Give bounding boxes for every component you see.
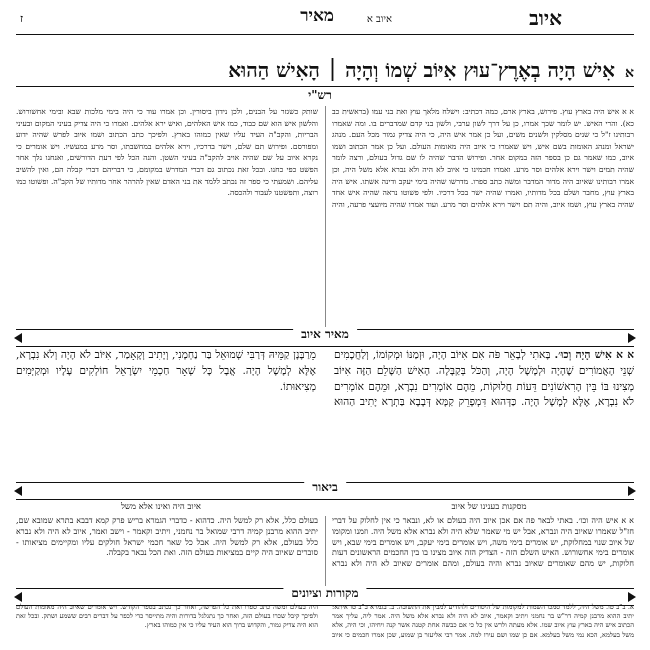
sources-section-label: מקורות וציונים [283,586,366,601]
running-header [16,6,634,34]
book-title: איוב [529,6,562,30]
biur-right-heading: מסקנות בענינו של איוב [451,502,527,512]
biur-section-band [16,482,634,500]
biur-section-label: ביאור [304,480,346,495]
commentary-title: מאיר [300,6,334,26]
header-divider [16,34,634,35]
page-number: ז [20,12,24,25]
rashi-commentary: א א איש היה בארץ עוץ. פירוש, בארץ ארם, כמה דכתיב: וישלח מלאך עוץ ואת בני עמו (בראשית כב כא). והרי האיש. יש לומר שכך אמרו, כן על דרך לשון ערבי, ולשון בני קדם שמדברים בו. ומה שאמרו רבותינו ז"ל כי שנים מסלקין ולשנים משים, ועל כן אמר איש היה, כי היה צדיק גמור מכל העם. מנהג ישראל ומנהג האומות בשם איש, ויש שאמרו כי איוב היה מאומות העולם. ועל כן אמר הכתוב ושמו איוב, כמו שאמר גם כן בספר הזה במקום אחר. ופירוש הדבר שהיה לו שם גדול בעולם, ורצה לומר שהיה תמים וישר וירא אלהים וסר מרע. ואמרו חכמינו כי איוב לא היה ולא נברא אלא משל היה, וכן אמרו רבותינו שאיוב היה מדור המדבר ומשה כתב ספרו. מדרשו שהיה בימי יעקב ודינה אשתו. איש היה בארץ עוץ, מחבר ושלם בכל מדותיו, ואמרו שהיה ישר בכל דרכיו. ולפי פשוטו נראה שהיה איש אחד שהיה בארץ עוץ, ושמו איוב, והיה תם וישר וירא אלהים וסר מרע. ועוד אמרו שהיה מיועצי פרעה, והיה שותק כשגזר על הבנים, ולכן נידון ביסורין. וכן אמרו עוד כי היה בימי מלכות שבא ובימי אחשורוש. והלשון איש הוא שם כבוד, כמו איש האלהים, ואיש ירא אלהים. ואמרו כי היה צדיק בעיני המקום ובעיני הבריות, והקב"ה העיד עליו שאין כמוהו בארץ. ולפיכך כתב הכתוב ושמו איוב לפרש שהיה ידוע ומפורסם. ופירוש תם שלם, וישר בדרכיו, וירא אלהים במחשבתו, וסר מרע במעשיו. ויש אומרים כי נקרא איוב על שם שהיה אויב להקב"ה בעיני השטן. והנה הכל לפי דעת הדורשים, ואנחנו נלך אחר הפשט כפי כחנו. ובכל זאת נכתוב גם דברי המדרש במקומם, כי דבריהם דברי קבלה הם, ואין להשיב עליהם. ושמעתי כי ספר זה נכתב ללמד את בני האדם שאין להרהר אחר מדותיו של הקב"ה. ופשוטו כמו רוצה, ותפשטנו לעבור ולהכסה. [16,107,634,209]
meir-section-label: מאיר איוב [293,327,357,342]
meir-section-band [16,329,634,347]
triangle-ornament-icon [14,486,22,496]
sources-notes: א. ב"ב טו. משל היה, ללמד סמכו השמות למקומות של היסורים ולהודיע למבין את התשובה. ב. בגמרא ב"ב טו איתא: יתיב ההוא מרבנן קמיה דר"ש בר נחמני ויתיב וקאמר, איוב לא היה ולא נברא אלא משל היה. אמר ליה, עליך אמר הכתוב איש היה בארץ עוץ איוב שמו. אלא מעתה ולרש אין כל כי אם כבשה אחת קטנה אשר קנה ויחיהו, וכי היה, אלא משל בעלמא, הכא נמי משל בעלמא. אם כן שמו ושם עירו למה. אמר רבי אליעזר בן שמוע, שכן אמרו חכמים כי איוב היה בעולם ומשה כתב ספרו ואת כל הפרשה, ואחר כך נכתב בספר הקודש. ויש אומרים שאיוב היה מאומות העולם ולפיכך קיבל שכרו בעולם הזה, ואחר כך נתגלגל בדורות והיה מתייסר כדי לכפר על דברים רבים ששמע ושתק. ובכל זאת הוא היה צדיק גמור, והקדוש ברוך הוא העיד עליו כי אין כמוהו בארץ. [16,603,634,639]
rashi-heading: רש"י [308,88,332,102]
triangle-ornament-icon [628,592,636,602]
verse-number: א [625,65,634,81]
triangle-ornament-icon [628,333,636,343]
verse-divider [16,86,634,87]
triangle-ornament-icon [14,592,22,602]
chapter-reference: איוב א [366,14,392,25]
biur-commentary: א א איש היה וכו׳. באתי לבאר פה אם אכן איוב היה בעולם או לא, ונבאר כי אין לחלוק על דברי חז"ל שאמרו שאיוב היה ונברא, אבל יש מי שאמר שלא היה ולא נברא אלא משל היה. וזמנו ומקומו של איוב שנוי במחלוקת, יש אומרים בימי משה, ויש אומרים בימי יעקב, ויש אומרים בימי שבא, ויש אומרים בימי אחשורוש. האיש השלם הזה - הצדיק הזה איוב מצינו בו בין החכמים הראשונים דעות חלוקות, יש מהם שאומרים שאיוב נברא והיה בעולם, ומהם אומרים שאיוב לא היה ולא נברא בעולם כלל, אלא רק למשל היה. כדהוא - כדברי הגמרא בריש פרק קמא דבבא בתרא שמובא שם, יתיב ההוא מרבנן קמיה דרבי שמואל בר נחמני, ויתיב וקאמר - וישב ואמר, איוב לא היה ולא נברא כלל בעולם, אלא רק למשל היה. אבל כל שאר חכמי ישראל חולקים עליו ומקיימים מציאותו - סוברים שאיוב היה קיים במציאות בעולם הזה. ואת הכל נבאר בקבלה. [16,516,634,569]
triangle-ornament-icon [628,486,636,496]
main-verse [16,58,634,82]
biur-left-heading: איוב היה ואינו אלא משל [120,502,202,512]
verse-text: אִישׁ הָיָה בְאֶרֶץ־עוּץ אִיּוֹב שְׁמוֹ וְהָיָה ׀ הָאִישׁ הַהוּא [228,58,615,82]
triangle-ornament-icon [14,333,22,343]
meir-commentary [16,348,634,478]
meir-opening-words: א א אִישׁ הָיָה וְכוּ׳. [554,349,634,361]
meir-body: בָּאתִי לְבָאֵר פֹּה אִם אִיּוֹב הָיָה, וּזְמַנּוֹ וּמְקוֹמוֹ, וְלַחֲכָמִים שְׁנֵי הָאֲמוֹרִים שֶׁהָיָה וּלְמָשָׁל הָיָה, וְהַכֹּל בְּקַבָּלָה. הָאִישׁ הַשָּׁלֵם הַזֶּה אִיּוֹב מְצִינוּ בּוֹ בֵּין הָרִאשׁוֹנִים דֵּעוֹת חֲלוּקוֹת, מֵהֶם אוֹמְרִים נִבְרָא, וּמֵהֶם אוֹמְרִים לֹא נִבְרָא, אֶלָּא לְמָשָׁל הָיָה. כַּדְּהוּא דִּמְפָרֵק קַמָּא דְּבָבָא בַּתְרָא יָתִיב הַהוּא מֵרַבָּנָן קַמֵּיהּ דְּרַבִּי שְׁמוּאֵל בַּר נַחְמָנִי, וְיָתִיב וְקָאָמַר, אִיּוֹב לֹא הָיָה וְלֹא נִבְרָא, אֶלָּא לְמָשָׁל הָיָה. אֲבָל כָּל שְׁאָר חַכְמֵי יִשְׂרָאֵל חוֹלְקִים עָלָיו וּמְקַיְּמִים מְצִיאוּתוֹ. [16,349,634,409]
